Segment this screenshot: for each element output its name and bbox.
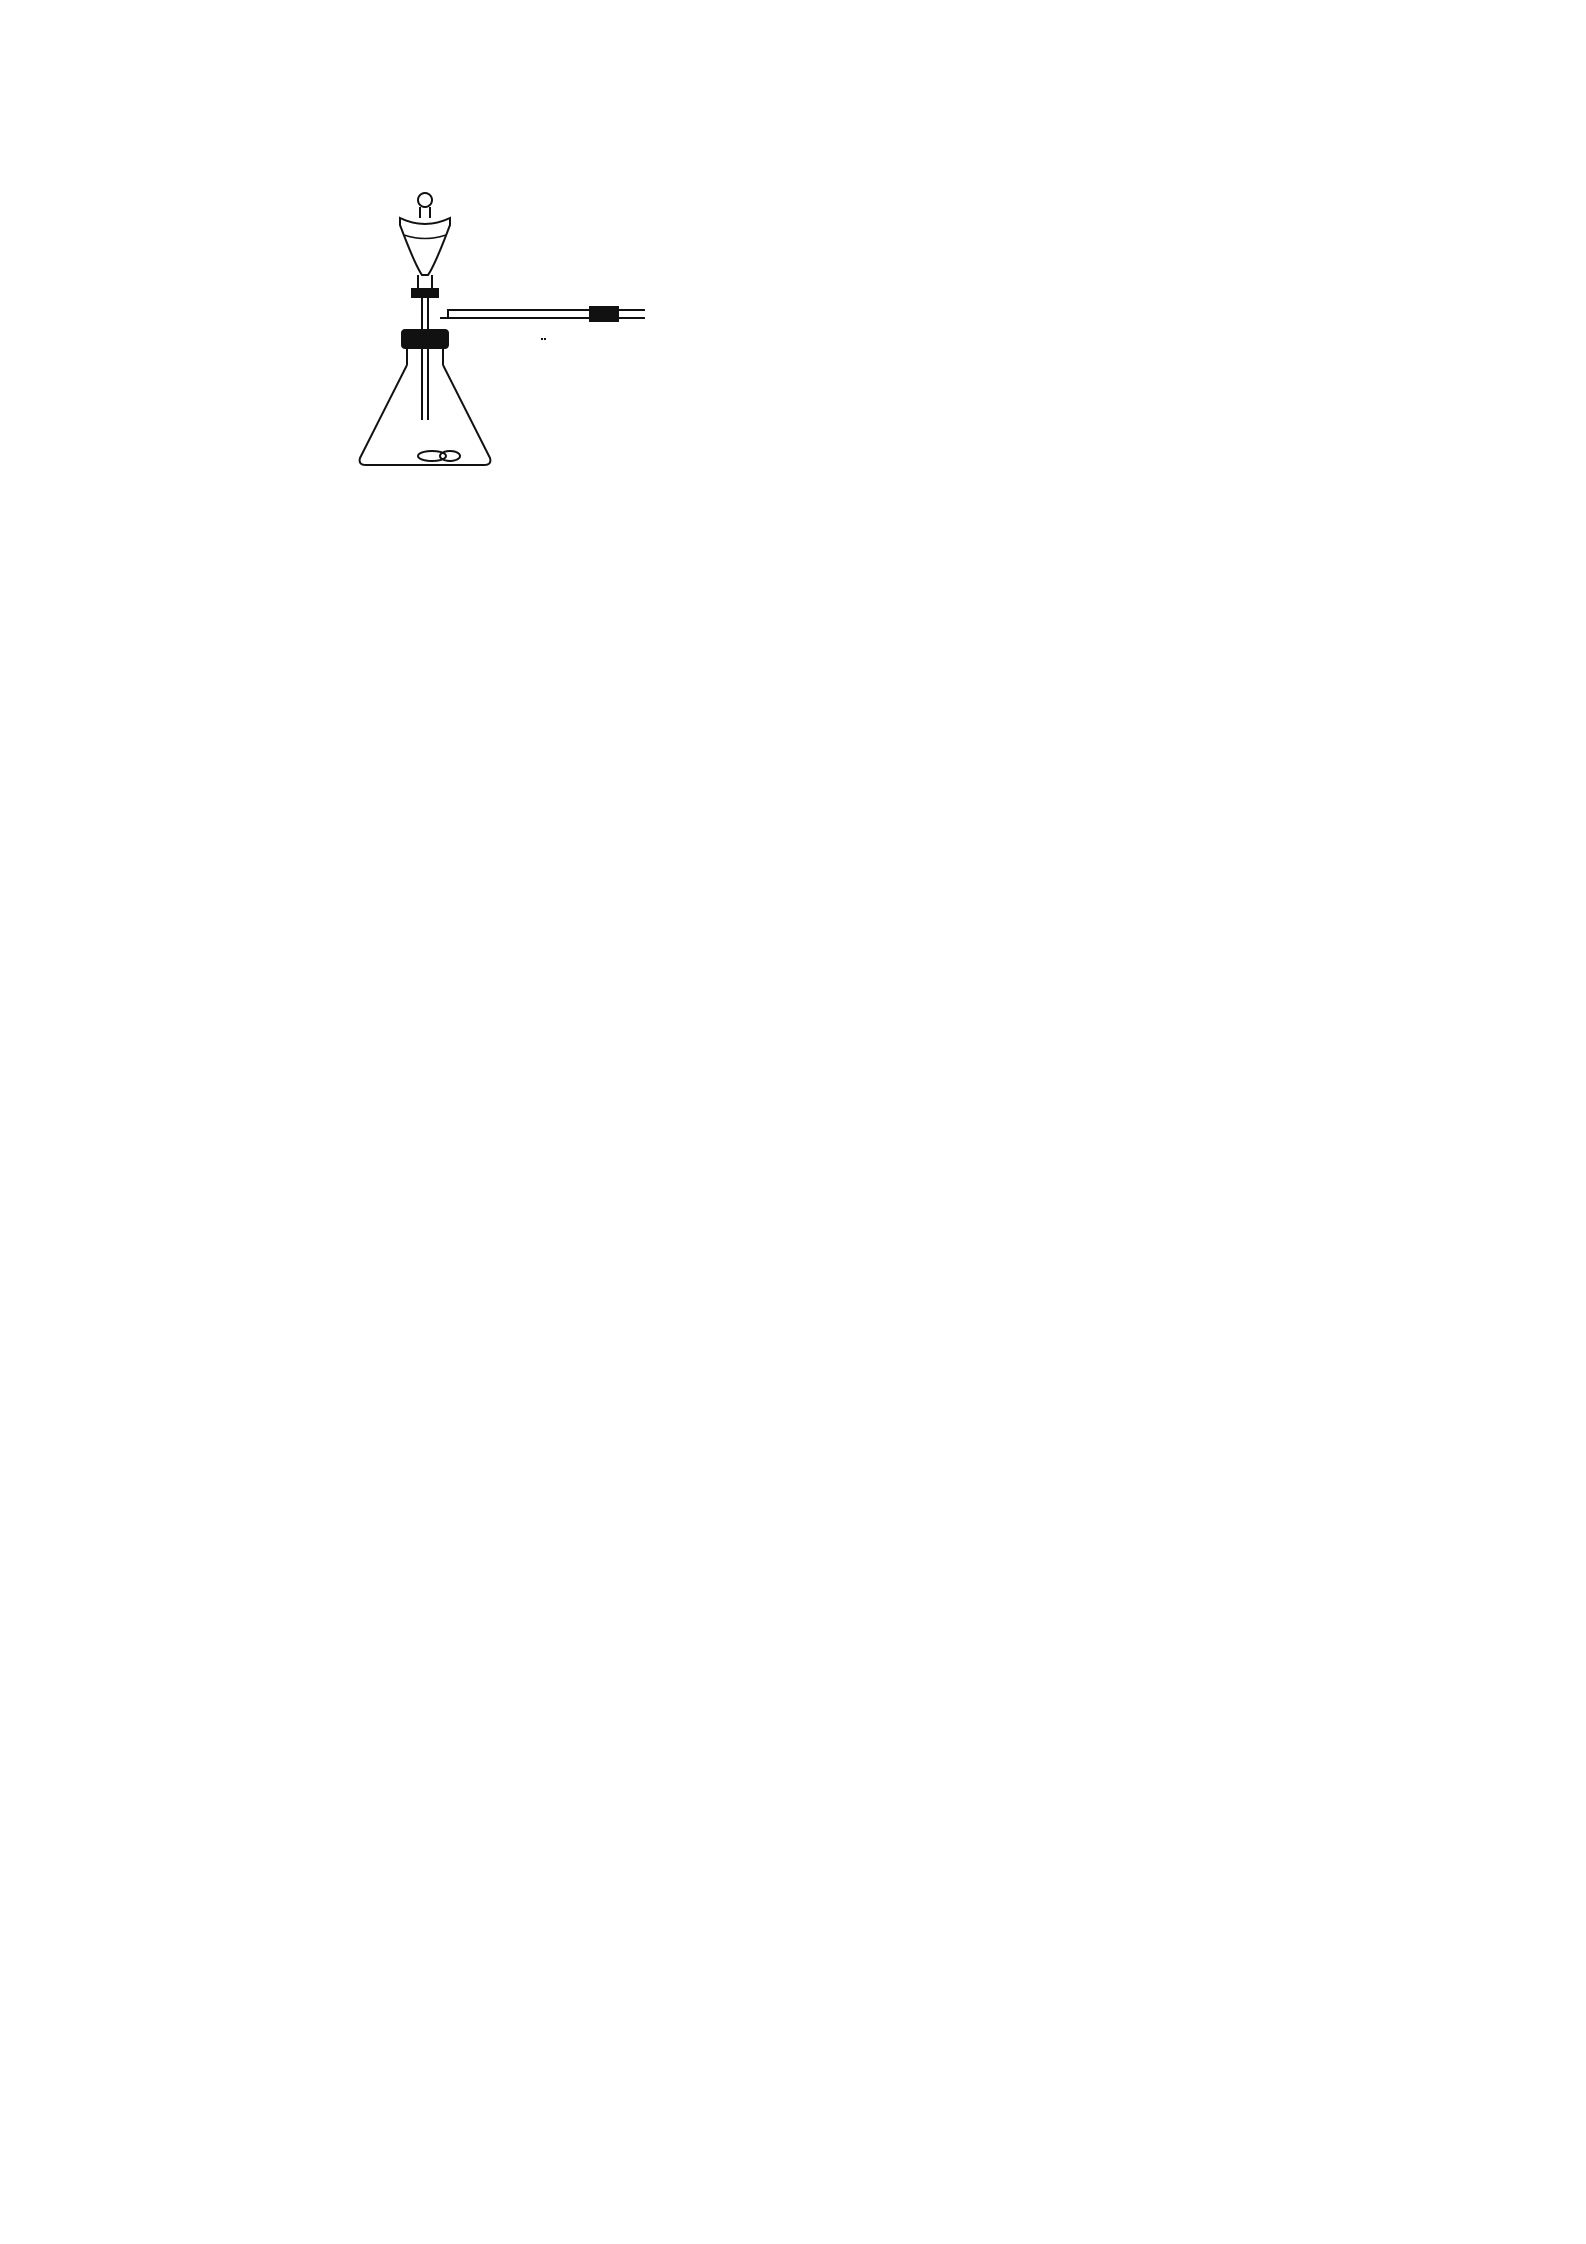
apparatus-figure <box>260 190 1120 530</box>
conical-flask <box>360 310 492 465</box>
apparatus-diagram <box>260 190 1120 530</box>
separatory-funnel <box>400 193 450 420</box>
